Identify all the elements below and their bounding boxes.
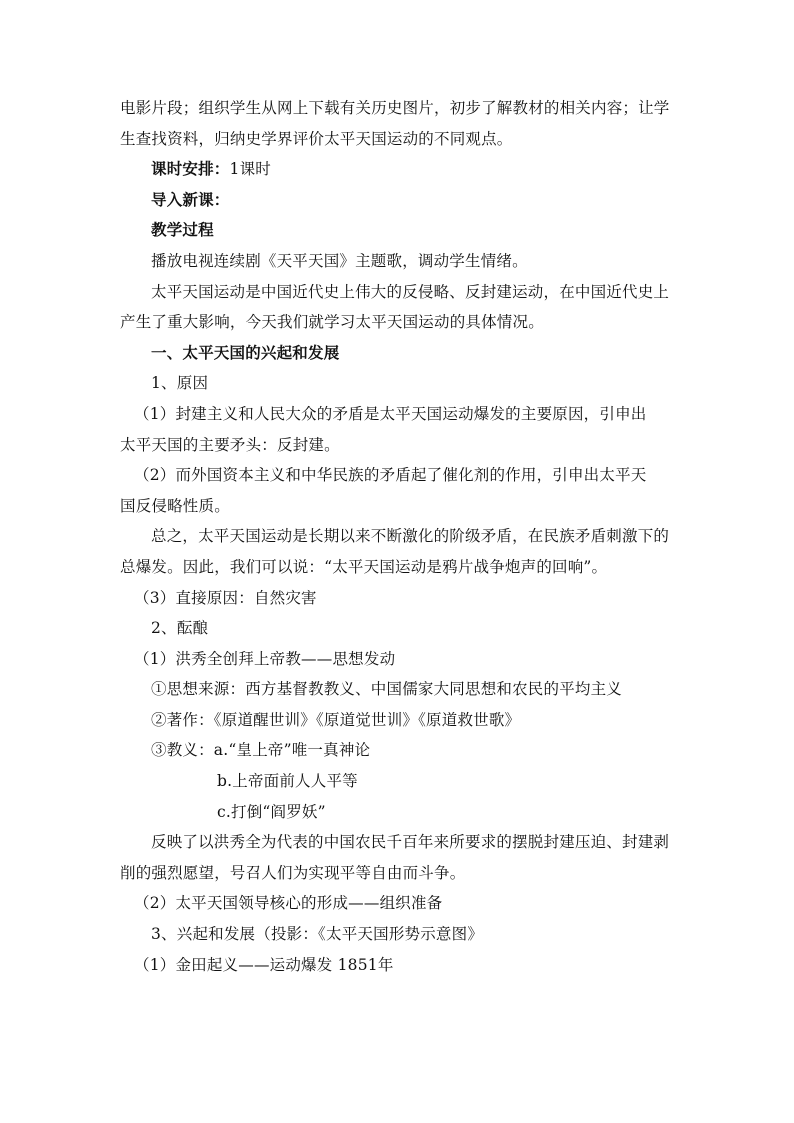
text-line: （1）洪秀全创拜上帝教——思想发动 xyxy=(134,649,396,668)
text-line: 削的强烈愿望，号召人们为实现平等自由而斗争。 xyxy=(120,863,466,882)
text-line: ③教义：a.“皇上帝”唯一真神论 xyxy=(151,741,371,760)
document-page xyxy=(120,93,680,980)
text-line: 国反侵略性质。 xyxy=(120,496,230,515)
section-heading: 导入新课： xyxy=(151,189,230,209)
class-hours-line xyxy=(120,154,680,185)
text-line: 产生了重大影响，今天我们就学习太平天国运动的具体情况。 xyxy=(120,313,544,332)
section-heading: 教学过程 xyxy=(151,220,214,240)
class-hours-value: 1课时 xyxy=(229,160,271,179)
text-line: 电影片段；组织学生从网上下载有关历史图片，初步了解教材的相关内容；让学 xyxy=(120,99,670,117)
section-heading: 一、太平天国的兴起和发展 xyxy=(151,342,340,362)
subsection-heading: 1、原因 xyxy=(151,374,209,393)
text-line: 播放电视连续剧《天平天国》主题歌，调动学生情绪。 xyxy=(151,251,528,270)
list-item: c.打倒“阎罗妖” xyxy=(217,802,326,821)
text-line: 生查找资料，归纳史学界评价太平天国运动的不同观点。 xyxy=(120,129,513,148)
subsection-heading: 2、酝酿 xyxy=(151,619,209,638)
text-line: 总爆发。因此，我们可以说：“太平天国运动是鸦片战争炮声的回响”。 xyxy=(120,557,608,576)
text-line: （1）金田起义——运动爆发 1851年 xyxy=(134,955,394,974)
text-line: ①思想来源：西方基督教教义、中国儒家大同思想和农民的平均主义 xyxy=(151,680,623,699)
text-line: 太平天国的主要矛头：反封建。 xyxy=(120,435,340,454)
subsection-heading: 3、兴起和发展（投影：《太平天国形势示意图》 xyxy=(151,925,484,944)
text-line: 反映了以洪秀全为代表的中国农民千百年来所要求的摆脱封建压迫、封建剥 xyxy=(151,833,670,852)
text-line: （2）而外国资本主义和中华民族的矛盾起了催化剂的作用，引申出太平天 xyxy=(134,466,647,485)
text-line: ②著作：《原道醒世训》《原道觉世训》《原道救世歌》 xyxy=(151,710,521,729)
text-line: （3）直接原因：自然灾害 xyxy=(134,588,317,607)
text-line: 太平天国运动是中国近代史上伟大的反侵略、反封建运动，在中国近代史上 xyxy=(151,282,670,301)
text-line: （2）太平天国领导核心的形成——组织准备 xyxy=(134,894,443,913)
text-line: 总之，太平天国运动是长期以来不断激化的阶级矛盾，在民族矛盾刺激下的 xyxy=(151,527,670,546)
list-item: b.上帝面前人人平等 xyxy=(217,772,358,791)
text-line: （1）封建主义和人民大众的矛盾是太平天国运动爆发的主要原因，引申出 xyxy=(134,404,647,423)
class-hours-label: 课时安排： xyxy=(151,159,230,179)
